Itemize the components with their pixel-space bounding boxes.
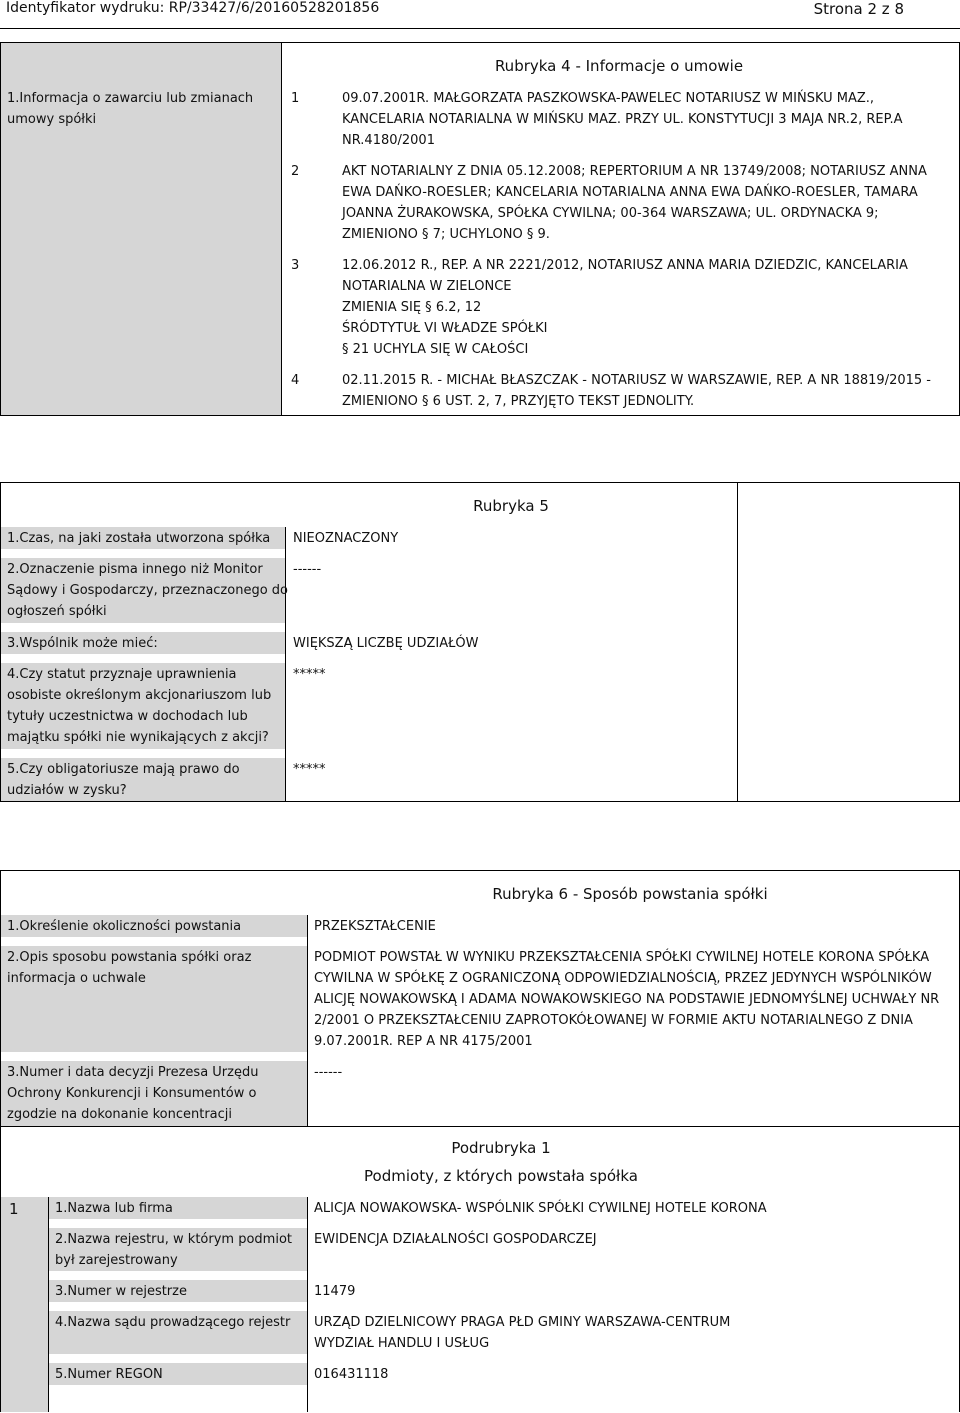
sub-field-label: był zarejestrowany: [55, 1253, 178, 1268]
entry-line: § 21 UCHYLA SIĘ W CAŁOŚCI: [342, 342, 529, 357]
field-label: osobiste określonym akcjonariuszom lub: [7, 688, 272, 703]
field-value: WIĘKSZĄ LICZBĘ UDZIAŁÓW: [293, 636, 479, 651]
field-value: ------: [314, 1065, 343, 1080]
sub-field-label: 5.Numer REGON: [55, 1367, 163, 1382]
rubryka-6-row-separator: [1, 1126, 959, 1127]
sub-field-label: 1.Nazwa lub firma: [55, 1201, 173, 1216]
sub-field-value: ALICJA NOWAKOWSKA- WSPÓLNIK SPÓŁKI CYWILNEJ HOTELE KORONA: [314, 1201, 767, 1216]
print-identifier: Identyfikator wydruku: RP/33427/6/20160528201856: [6, 0, 380, 16]
field-label: udziałów w zysku?: [7, 783, 127, 798]
entry-line: AKT NOTARIALNY Z DNIA 05.12.2008; REPERTORIUM A NR 13749/2008; NOTARIUSZ ANNA: [342, 164, 927, 179]
field-label: Sądowy i Gospodarczy, przeznaczonego do: [7, 583, 288, 598]
sub-field-label: 3.Numer w rejestrze: [55, 1284, 187, 1299]
entry-line: NOTARIALNA W ZIELONCE: [342, 279, 512, 294]
entry-line: ZMIENIA SIĘ § 6.2, 12: [342, 300, 482, 315]
field-label: 1.Określenie okoliczności powstania: [7, 919, 242, 934]
sub-field-label: 4.Nazwa sądu prowadzącego rejestr: [55, 1315, 291, 1330]
entry-line: KANCELARIA NOTARIALNA W MIŃSKU MAZ. PRZY UL. KONSTYTUCJI 3 MAJA NR.2, REP.A: [342, 112, 903, 127]
sub-field-value: EWIDENCJA DZIAŁALNOŚCI GOSPODARCZEJ: [314, 1232, 597, 1247]
sub-entry-number: 1: [9, 1200, 19, 1218]
field-label: 2.Oznaczenie pisma innego niż Monitor: [7, 562, 263, 577]
rubryka-6-section: [0, 870, 960, 1412]
field-value: 2/2001 O PRZEKSZTAŁCENIU ZAPROTOKÓŁOWANEJ W FORMIE AKTU NOTARIALNEGO Z DNIA: [314, 1013, 913, 1028]
field-value: ------: [293, 562, 322, 577]
rubryka-5-value-border: [737, 483, 738, 801]
field-label: majątku spółki nie wynikających z akcji?: [7, 730, 269, 745]
field-label: 4.Czy statut przyznaje uprawnienia: [7, 667, 237, 682]
field-label: 1.Czas, na jaki została utworzona spółka: [7, 531, 271, 546]
entry-line: ZMIENIONO § 7; UCHYLONO § 9.: [342, 227, 550, 242]
podrubryka-1-title: Podrubryka 1: [451, 1139, 551, 1157]
field-label: 3.Numer i data decyzji Prezesa Urzędu: [7, 1065, 259, 1080]
field-label: tytuły uczestnictwa w dochodach lub: [7, 709, 248, 724]
rubryka-5-title: Rubryka 5: [473, 497, 549, 515]
entry-line: EWA DAŃKO-ROESLER; KANCELARIA NOTARIALNA ANNA EWA DAŃKO-ROESLER, TAMARA: [342, 185, 918, 200]
rubryka-6-column-divider: [307, 915, 308, 1126]
rubryka-5-section: [0, 482, 960, 802]
entry-number: 4: [291, 373, 300, 388]
sub-field-value: 11479: [314, 1284, 356, 1299]
field-label: 5.Czy obligatoriusze mają prawo do: [7, 762, 240, 777]
podrubryka-1-subtitle: Podmioty, z których powstała spółka: [364, 1167, 638, 1185]
entry-line: ZMIENIONO § 6 UST. 2, 7, PRZYJĘTO TEKST JEDNOLITY.: [342, 394, 695, 409]
entry-line: ŚRÓDTYTUŁ VI WŁADZE SPÓŁKI: [342, 321, 548, 336]
field-value: PODMIOT POWSTAŁ W WYNIKU PRZEKSZTAŁCENIA SPÓŁKI CYWILNEJ HOTELE KORONA SPÓŁKA: [314, 950, 930, 965]
rubryka-4-section: [0, 42, 960, 416]
rubryka-4-label-line: 1.Informacja o zawarciu lub zmianach: [7, 91, 254, 106]
field-value: NIEOZNACZONY: [293, 531, 399, 546]
field-value: 9.07.2001R. REP A NR 4175/2001: [314, 1034, 533, 1049]
rubryka-5-column-divider: [285, 527, 286, 801]
field-label: Ochrony Konkurencji i Konsumentów o: [7, 1086, 257, 1101]
rubryka-4-label-line: umowy spółki: [7, 112, 97, 127]
sub-field-value: WYDZIAŁ HANDLU I USŁUG: [314, 1336, 490, 1351]
field-value: *****: [293, 667, 326, 682]
sub-number-cell: [1, 1197, 48, 1412]
sub-field-value: 016431118: [314, 1367, 389, 1382]
entry-line: JOANNA ŻURAKOWSKA, SPÓŁKA CYWILNA; 00-364 WARSZAWA; UL. ORDYNACKA 9;: [342, 206, 879, 221]
page-number: Strona 2 z 8: [813, 0, 904, 18]
rubryka-4-title: Rubryka 4 - Informacje o umowie: [494, 57, 744, 75]
field-label: 3.Wspólnik może mieć:: [7, 636, 158, 651]
rubryka-4-column-divider: [281, 43, 282, 415]
field-value: *****: [293, 762, 326, 777]
entry-line: 02.11.2015 R. - MICHAŁ BŁASZCZAK - NOTARIUSZ W WARSZAWIE, REP. A NR 18819/2015 -: [342, 373, 931, 388]
entry-line: 09.07.2001R. MAŁGORZATA PASZKOWSKA-PAWELEC NOTARIUSZ W MIŃSKU MAZ.,: [342, 91, 875, 106]
header-divider: [0, 28, 960, 29]
sub-column-divider: [307, 1197, 308, 1412]
entry-number: 1: [291, 91, 300, 106]
field-value: ALICJĘ NOWAKOWSKĄ I ADAMA NOWAKOWSKIEGO NA PODSTAWIE JEDNOMYŚLNEJ UCHWAŁY NR: [314, 992, 940, 1007]
entry-number: 3: [291, 258, 300, 273]
field-value: CYWILNA W SPÓŁKĘ Z OGRANICZONĄ ODPOWIEDZIALNOŚCIĄ, PRZEZ JEDYNYCH WSPÓLNIKÓW: [314, 971, 932, 986]
field-label: 2.Opis sposobu powstania spółki oraz: [7, 950, 252, 965]
field-label: ogłoszeń spółki: [7, 604, 107, 619]
rubryka-6-title: Rubryka 6 - Sposób powstania spółki: [492, 885, 768, 903]
field-label: zgodzie na dokonanie koncentracji: [7, 1107, 233, 1122]
sub-field-label: 2.Nazwa rejestru, w którym podmiot: [55, 1232, 292, 1247]
field-label: informacja o uchwale: [7, 971, 146, 986]
field-value: PRZEKSZTAŁCENIE: [314, 919, 436, 934]
entry-line: 12.06.2012 R., REP. A NR 2221/2012, NOTARIUSZ ANNA MARIA DZIEDZIC, KANCELARIA: [342, 258, 908, 273]
sub-field-value: URZĄD DZIELNICOWY PRAGA PŁD GMINY WARSZAWA-CENTRUM: [314, 1315, 731, 1330]
entry-line: NR.4180/2001: [342, 133, 435, 148]
entry-number: 2: [291, 164, 300, 179]
